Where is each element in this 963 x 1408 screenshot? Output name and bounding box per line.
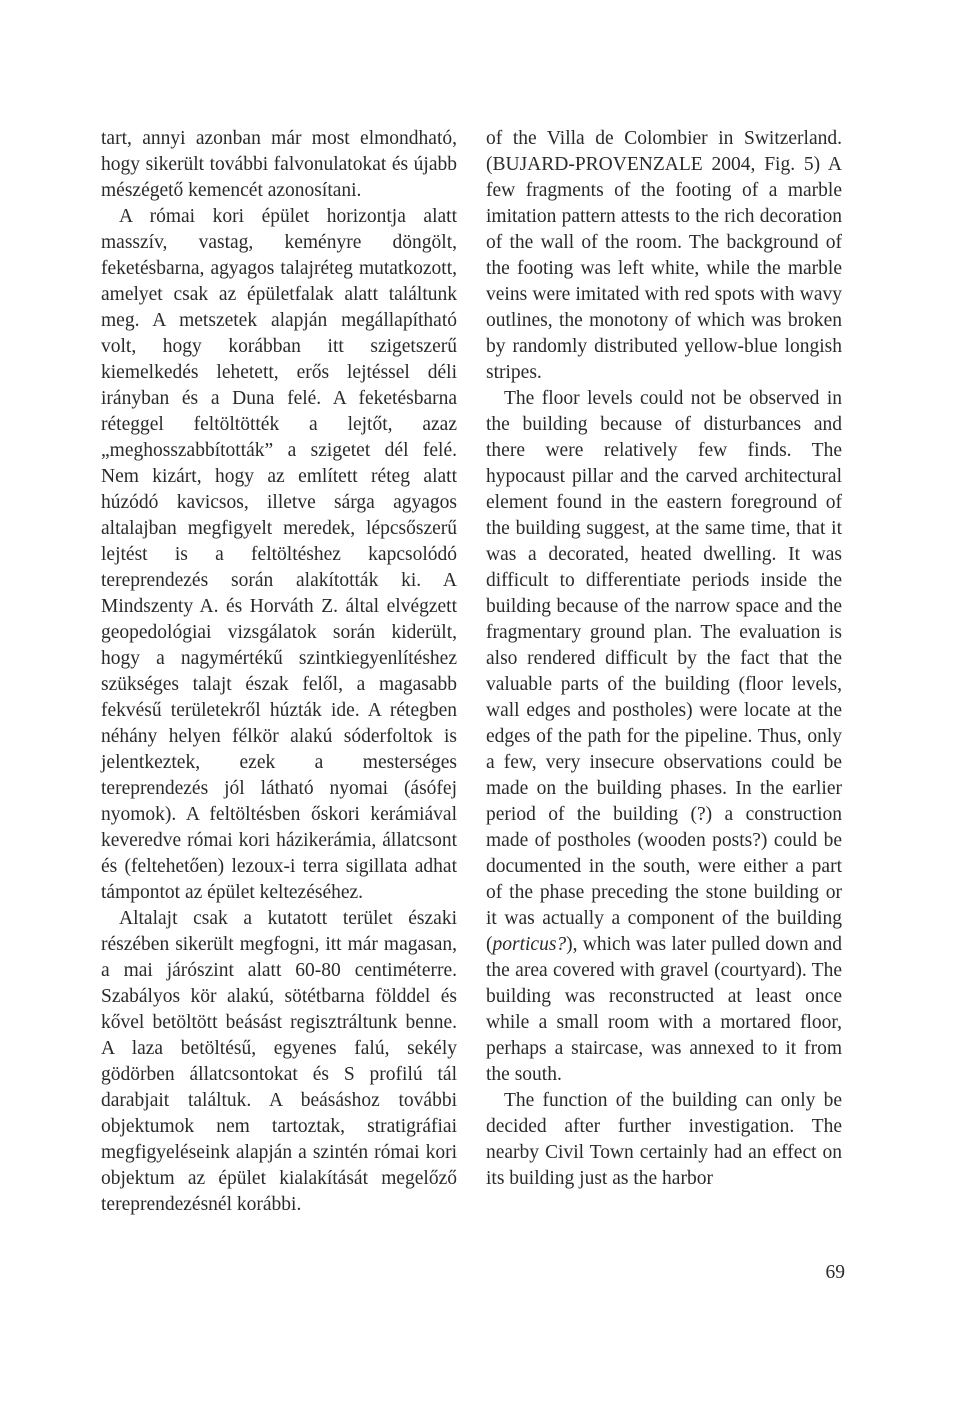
right-text-column: [486, 126, 842, 1192]
left-paragraph-1: tart, annyi azonban már most elmondható, hogy sikerült további falvonulatokat és újabb mészégető kemencét azonosítani.: [101, 128, 457, 201]
left-paragraph-3: Altalajt csak a kutatott terület északi részében sikerült megfogni, itt már magasan, a mai járószint alatt 60-80 centiméterre. Szabályos kör alakú, sötétbarna földdel és kővel betöltött beásást regisztráltunk benne. A laza betöltésű, egyenes falú, sekély gödörben állatcsontokat és S profilú tál darabjait találtuk. A beásáshoz további objektumok nem tartoztak, stratigráfiai megfigyeléseink alapján a szintén római kori objektum az épület kialakítását megelőző tereprendezésnél korábbi.: [101, 908, 457, 1215]
page-number: 69: [825, 1262, 845, 1283]
right-paragraph-2: [486, 386, 842, 1088]
right-paragraph-1: of the Villa de Colombier in Switzerland. (BUJARD-PROVENZALE 2004, Fig. 5) A few fragments of the footing of a marble imitation pattern attests to the rich decoration of the wall of the room. The background of the footing was left white, while the marble veins were imitated with red spots with wavy outlines, the monotony of which was broken by randomly distributed yellow-blue longish stripes.: [486, 128, 842, 383]
right-paragraph-2-text-b: ), which was later pulled down and the area covered with gravel (courtyard). The building was reconstructed at least once while a small room with a mortared floor, perhaps a staircase, was annexed to it from the south.: [486, 934, 842, 1085]
right-paragraph-3: The function of the building can only be decided after further investigation. The nearby Civil Town certainly had an effect on its building just as the harbor: [486, 1090, 842, 1189]
right-paragraph-2-text-a: The floor levels could not be observed in the building because of disturbances and there were relatively few finds. The hypocaust pillar and the carved architectural element found in the eastern foreground of the building suggest, at the same time, that it was a decorated, heated dwelling. It was difficult to differentiate periods inside the building because of the narrow space and the fragmentary ground plan. The evaluation is also rendered difficult by the fact that the valuable parts of the building (floor levels, wall edges and postholes) were locate at the edges of the path for the pipeline. Thus, only a few, very insecure observations could be made on the building phases. In the earlier period of the building (?) a construction made of postholes (wooden posts?) could be documented in the south, were either a part of the phase preceding the stone building or it was actually a component of the building (: [486, 388, 842, 955]
left-text-column: [101, 126, 457, 1218]
left-paragraph-2: A római kori épület horizontja alatt masszív, vastag, keményre döngölt, feketésbarna, agyagos talajréteg mutatkozott, amelyet csak az épületfalak alatt találtunk meg. A metszetek alapján megállapítható volt, hogy korábban itt szigetszerű kiemelkedés lehetett, erős lejtéssel déli irányban és a Duna felé. A feketésbarna réteggel feltöltötték a lejtőt, azaz „meghosszabbították” a szigetet dél felé. Nem kizárt, hogy az említett réteg alatt húzódó kavicsos, illetve sárga agyagos altalajban megfigyelt meredek, lépcsőszerű lejtést is a feltöltéshez kapcsolódó tereprendezés során alakították ki. A Mindszenty A. és Horváth Z. által elvégzett geopedológiai vizsgálatok során kiderült, hogy a nagymértékű szintkiegyenlítéshez szükséges talajt észak felől, a magasabb fekvésű területekről húzták ide. A rétegben néhány helyen félkör alakú sóderfoltok is jelentkeztek, ezek a mesterséges tereprendezés jól látható nyomai (ásófej nyomok). A feltöltésben őskori kerámiával keveredve római kori házikerámia, állatcsont és (feltehetően) lezoux-i terra sigillata adhat támpontot az épület keltezéséhez.: [101, 206, 457, 903]
porticus-italic-term: porticus?: [492, 934, 567, 955]
